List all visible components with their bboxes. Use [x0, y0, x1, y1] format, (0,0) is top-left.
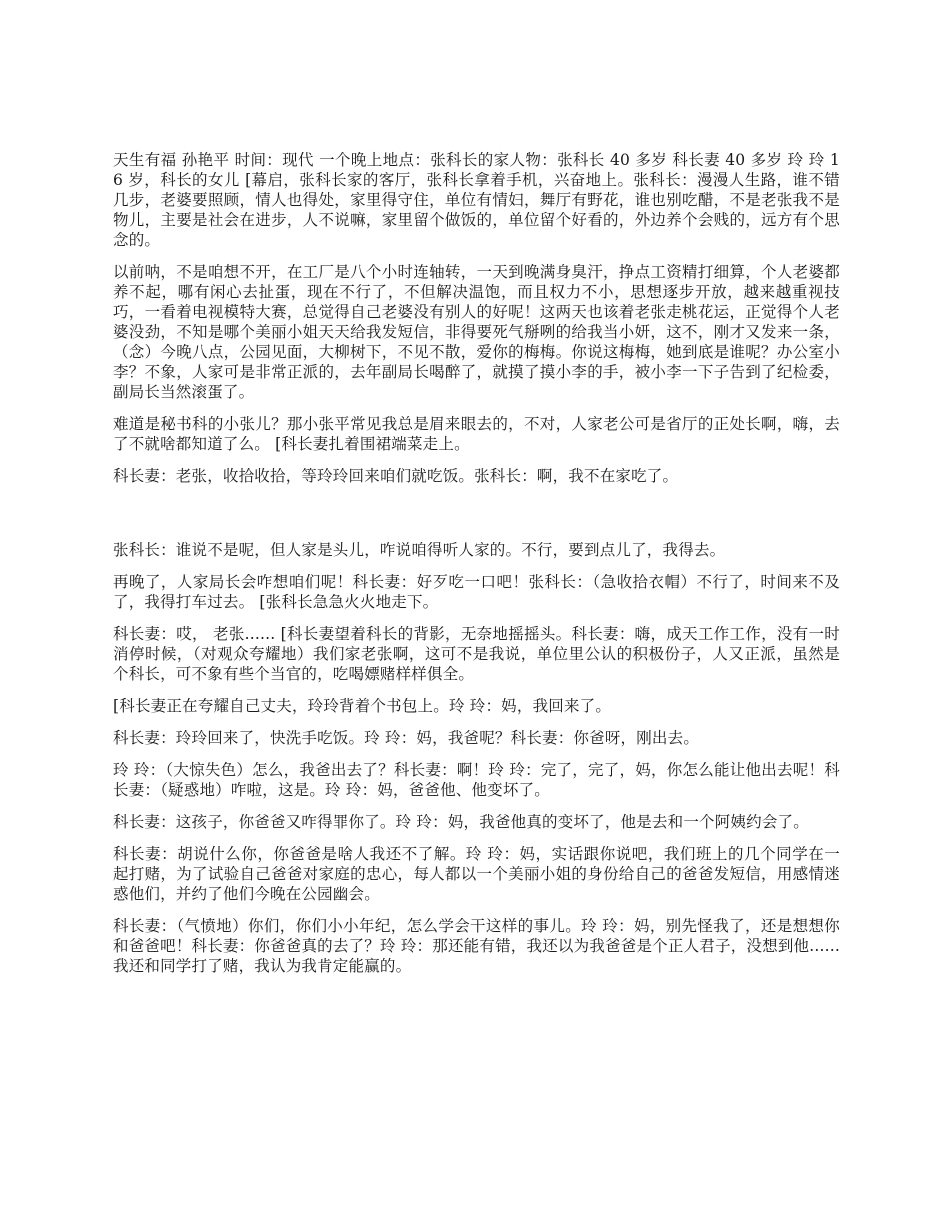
paragraph: 科长妻：玲玲回来了，快洗手吃饭。玲 玲：妈，我爸呢？科长妻：你爸呀，刚出去。: [113, 729, 700, 747]
paragraph: 科长妻：（气愤地）你们，你们小小年纪，怎么学会干这样的事儿。玲 玲：妈，别先怪我了，还是想想你和爸爸吧！科长妻：你爸爸真的去了？玲 玲：那还能有错，我还以为我爸爸是个正人君子，没想到他......我还和同学打了赌，我认为我肯定能赢的。: [113, 917, 840, 975]
paragraph: 科长妻：这孩子，你爸爸又咋得罪你了。玲 玲：妈，我爸他真的变坏了，他是去和一个阿姨约会了。: [113, 813, 809, 831]
paragraph: 张科长：谁说不是呢，但人家是头儿，咋说咱得听人家的。不行，要到点儿了，我得去。: [113, 541, 726, 559]
document-body: [113, 150, 840, 988]
paragraph: 科长妻：胡说什么你，你爸爸是啥人我还不了解。玲 玲：妈，实话跟你说吧，我们班上的几个同学在一起打赌，为了试验自己爸爸对家庭的忠心，每人都以一个美丽小姐的身份给自己的爸爸发短信，用感情迷惑他们，并约了他们今晚在公园幽会。: [113, 845, 840, 903]
paragraph: [科长妻正在夸耀自己丈夫，玲玲背着个书包上。玲 玲：妈，我回来了。: [113, 697, 612, 715]
paragraph: 以前呐，不是咱想不开，在工厂是八个小时连轴转，一天到晚满身臭汗，挣点工资精打细算，个人老婆都养不起，哪有闲心去扯蛋，现在不行了，不但解决温饱，而且权力不小，思想逐步开放，越来越重视技巧，一看着电视模特大赛，总觉得自己老婆没有别人的好呢！这两天也该着老张走桃花运，正觉得个人老婆没劲，不知是哪个美丽小姐天天给我发短信，非得要死气掰咧的给我当小妍，这不，刚才又发来一条，（念）今晚八点，公园见面，大柳树下，不见不散，爱你的梅梅。你说这梅梅，她到底是谁呢？办公室小李？不象，人家可是非常正派的，去年副局长喝醉了，就摸了摸小李的手，被小李一下子告到了纪检委，副局长当然滚蛋了。: [113, 263, 840, 401]
section-gap: [113, 498, 840, 540]
paragraph: 科长妻：哎， 老张...... [科长妻望着科长的背影，无奈地摇摇头。科长妻：嗨，成天工作工作，没有一时消停时候，（对观众夸耀地）我们家老张啊，这可不是我说，单位里公认的积极份子，人又正派，虽然是个科长，可不象有些个当官的，吃喝嫖赌样样俱全。: [113, 625, 840, 683]
paragraph: 科长妻：老张，收拾收拾，等玲玲回来咱们就吃饭。张科长：啊，我不在家吃了。: [113, 467, 679, 485]
paragraph: 天生有福 孙艳平 时间：现代 一个晚上地点：张科长的家人物：张科长 40 多岁 科长妻 40 多岁 玲 玲 16 岁，科长的女儿 [幕启，张科长家的客厅，张科长拿着手机，兴奋地上。张科长：漫漫人生路，谁不错几步，老婆要照顾，情人也得处，家里得守住，单位有情妇，舞厅有野花，谁也别吃醋，不是老张我不是物儿，主要是社会在进步，人不说嘛，家里留个做饭的，单位留个好看的，外边养个会贱的，远方有个思念的。: [113, 151, 840, 249]
paragraph: 难道是秘书科的小张儿？那小张平常见我总是眉来眼去的，不对，人家老公可是省厅的正处长啊，嗨，去了不就啥都知道了么。 [科长妻扎着围裙端菜走上。: [113, 415, 840, 453]
paragraph: 再晚了，人家局长会咋想咱们呢！科长妻：好歹吃一口吧！张科长：（急收拾衣帽）不行了，时间来不及了，我得打车过去。 [张科长急急火火地走下。: [113, 573, 840, 611]
paragraph: 玲 玲：（大惊失色）怎么，我爸出去了？科长妻：啊！玲 玲：完了，完了，妈，你怎么能让他出去呢！科长妻：（疑惑地）咋啦，这是。玲 玲：妈，爸爸他、他变坏了。: [113, 761, 840, 799]
